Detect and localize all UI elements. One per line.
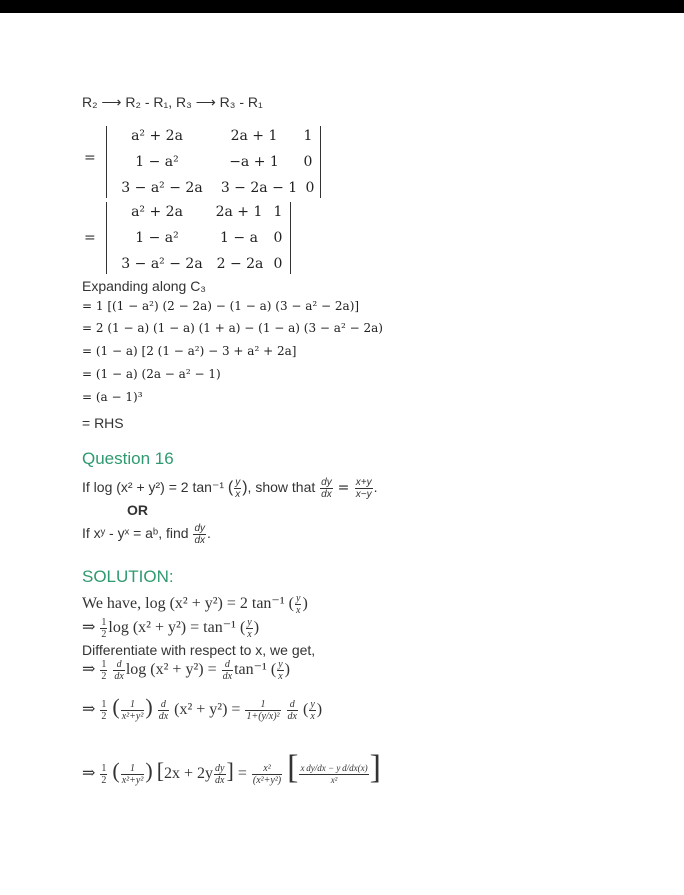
row-operation: R₂ ⟶ R₂ - R₁, R₃ ⟶ R₃ - R₁	[82, 94, 263, 110]
question-title: Question 16	[82, 449, 174, 468]
step-2: = 2 (1 − a) (1 − a) (1 + a) − (1 − a) (3 − a² − 2a)	[82, 321, 383, 335]
top-black-bar	[0, 0, 684, 13]
differentiate-text: Differentiate with respect to x, we get,	[82, 642, 316, 658]
determinant-2: a² + 2a 2a + 1 1 1 − a² 1 − a 0 3 − a² − 2a 2 − 2a 0	[106, 202, 292, 274]
step-3: = (1 − a) [2 (1 − a²) − 3 + a² + 2a]	[82, 344, 297, 358]
step-4: = (1 − a) (2a − a² − 1)	[82, 367, 221, 381]
solution-line-4: ⇒ $\frac{1}{2}$ ( $\frac{1}{\text{x²+y²}}$ ) $\frac{d}{dx}$ (x² + y²) = $\frac{1}{\text{1+(y/x)²}}$ $\frac{d}{dx}$ ( $\frac{y}{x}$ )	[82, 694, 323, 722]
solution-title: SOLUTION:	[82, 567, 174, 586]
solution-line-5: ⇒ $\frac{1}{2}$ ( $\frac{1}{\text{x²+y²}}$ ) [2x + 2y $\frac{dy}{dx}$ ] = $\frac{\text{x²}}{\text{(x²+y²)}}$ [ $\frac{\text{x dy/dx − y d/dx(x)}}{\text{x²}}$ ]	[82, 749, 381, 786]
expanding-text: Expanding along C₃	[82, 278, 207, 294]
rhs-text: = RHS	[82, 415, 124, 431]
or-label: OR	[127, 502, 148, 518]
solution-line-2: ⇒ $\frac{1}{2}$ log (x² + y²) = tan⁻¹ ( $\frac{y}{x}$ )	[82, 616, 260, 640]
step-1: = 1 [(1 − a²) (2 − 2a) − (1 − a) (3 − a² − 2a)]	[82, 299, 360, 313]
solution-line-3: ⇒ $\frac{1}{2}$ $\frac{d}{dx}$ log (x² + y²) = $\frac{d}{dx}$ tan⁻¹ ( $\frac{y}{x}$ )	[82, 658, 290, 682]
step-5: = (a − 1)³	[82, 390, 143, 404]
determinant-1: a² + 2a 2a + 1 1 1 − a² −a + 1 0 3 − a² − 2a 3 − 2a − 1 0	[106, 126, 322, 198]
question-line-2: If xʸ - yˣ = aᵇ, find $\frac{dy}{dx}$ .	[82, 522, 211, 546]
question-line-1: If log (x² + y²) = 2 tan⁻¹ ( $\frac{y}{x}$ ), show that $\frac{dy}{dx}$ = $\frac{x+y}{x-y}$ .	[82, 476, 378, 500]
solution-line-1: We have, log (x² + y²) = 2 tan⁻¹ ( $\frac{y}{x}$ )	[82, 592, 308, 616]
det2-equals: =	[84, 230, 96, 246]
det1-equals: =	[84, 150, 96, 166]
